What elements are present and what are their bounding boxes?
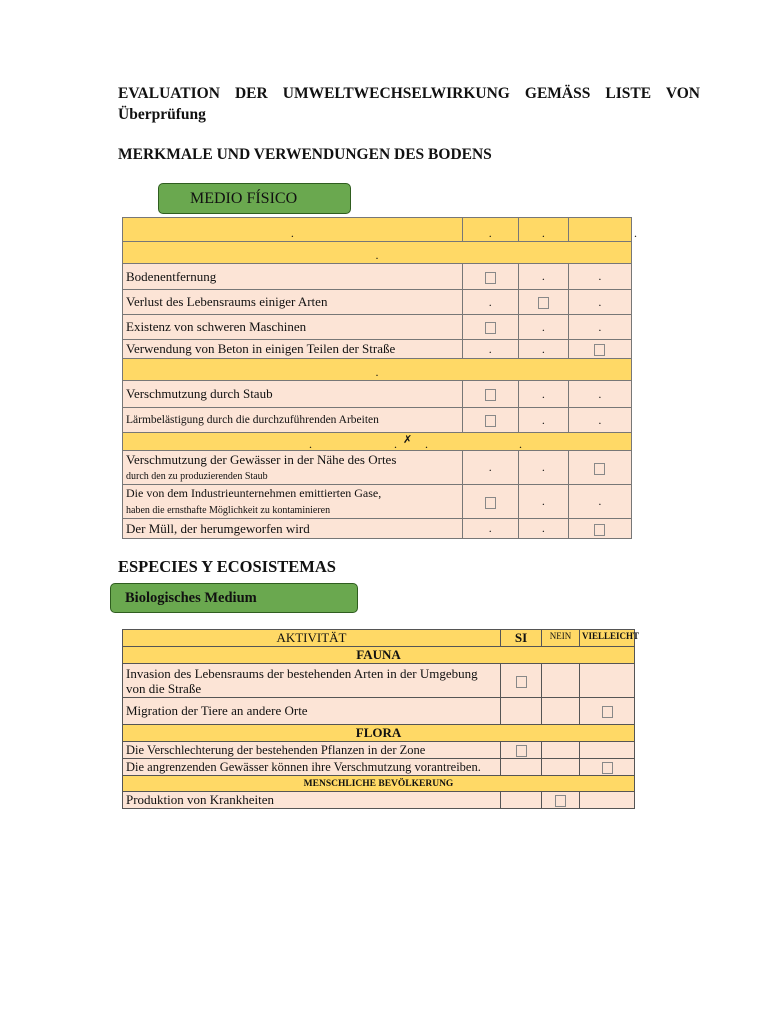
- table-header-row: [123, 630, 635, 647]
- checkbox-icon[interactable]: [485, 389, 496, 401]
- row-label: Verschmutzung der Gewässer in der Nähe des Ortes durch den zu produzierenden Staub: [123, 451, 463, 485]
- cell-dot: .: [462, 340, 518, 359]
- document-title: EVALUATION DER UMWELTWECHSELWIRKUNG GEMÄSS LISTE VON Überprüfung: [118, 85, 700, 123]
- cell-dot: .: [568, 264, 631, 290]
- table-header-row: [123, 218, 632, 242]
- column-header-nein: NEIN: [542, 630, 580, 647]
- checkbox-icon[interactable]: [485, 322, 496, 334]
- column-header-vielleicht: VIELLEICHT: [580, 630, 635, 647]
- checkbox-icon[interactable]: [485, 272, 496, 284]
- table-row: [123, 792, 635, 809]
- group-row: [123, 242, 632, 264]
- checkbox-icon[interactable]: [516, 745, 527, 757]
- group-row: [123, 359, 632, 381]
- table-row: [123, 451, 632, 485]
- group-dot: .: [394, 437, 397, 451]
- group-dot: .: [123, 242, 632, 264]
- section-heading-especies: ESPECIES Y ECOSISTEMAS: [118, 557, 336, 576]
- cell-dot: .: [518, 315, 568, 340]
- row-label: Die Verschlechterung der bestehenden Pflanzen in der Zone: [123, 742, 501, 759]
- row-label: Die angrenzenden Gewässer können ihre Verschmutzung vorantreiben.: [123, 759, 501, 776]
- table-row: [123, 408, 632, 433]
- row-label: Verschmutzung durch Staub: [123, 381, 463, 408]
- group-population: MENSCHLICHE BEVÖLKERUNG: [123, 776, 635, 792]
- group-row: [123, 433, 632, 451]
- group-row: [123, 725, 635, 742]
- checkbox-icon[interactable]: [602, 706, 613, 718]
- cross-icon: ✗: [403, 434, 413, 446]
- table-row: [123, 698, 635, 725]
- cell-dot: .: [568, 408, 631, 433]
- header-dot: .: [462, 218, 518, 242]
- section-label-biologisches-medium: Biologisches Medium: [110, 583, 358, 613]
- cell-dot: .: [568, 290, 631, 315]
- cell-dot: .: [518, 340, 568, 359]
- group-dot: .: [519, 437, 522, 451]
- section-label-medio-fisico: MEDIO FÍSICO: [158, 183, 351, 214]
- row-label: Der Müll, der herumgeworfen wird: [123, 519, 463, 539]
- checkbox-icon[interactable]: [538, 297, 549, 309]
- header-dot: .: [123, 218, 463, 242]
- cell-dot: .: [568, 315, 631, 340]
- cell-dot: .: [518, 408, 568, 433]
- row-label: Verwendung von Beton in einigen Teilen der Straße: [123, 340, 463, 359]
- cell-dot: .: [518, 485, 568, 519]
- column-header-activity: AKTIVITÄT: [123, 630, 501, 647]
- table-row: [123, 519, 632, 539]
- cell-dot: .: [568, 381, 631, 408]
- checkbox-icon[interactable]: [485, 415, 496, 427]
- group-dot: .: [309, 437, 312, 451]
- row-label: Migration der Tiere an andere Orte: [123, 698, 501, 725]
- group-flora: FLORA: [123, 725, 635, 742]
- table-row: [123, 264, 632, 290]
- row-label: Lärmbelästigung durch die durchzuführenden Arbeiten: [123, 408, 463, 433]
- row-label: Bodenentfernung: [123, 264, 463, 290]
- cell-dot: .: [462, 290, 518, 315]
- group-dot: .: [425, 437, 428, 451]
- table-row: [123, 315, 632, 340]
- header-dot: .: [568, 218, 631, 242]
- checkbox-icon[interactable]: [516, 676, 527, 688]
- cell-dot: .: [568, 485, 631, 519]
- table-row: [123, 485, 632, 519]
- header-dot: .: [518, 218, 568, 242]
- checkbox-icon[interactable]: [485, 497, 496, 509]
- biological-environment-table: [122, 629, 640, 809]
- group-row: [123, 647, 635, 664]
- checkbox-icon[interactable]: [594, 344, 605, 356]
- row-label: Verlust des Lebensraums einiger Arten: [123, 290, 463, 315]
- cell-dot: .: [462, 519, 518, 539]
- checkbox-icon[interactable]: [594, 524, 605, 536]
- table-row: [123, 742, 635, 759]
- checkbox-icon[interactable]: [555, 795, 566, 807]
- physical-environment-table: [122, 217, 637, 539]
- group-dot: .: [123, 359, 632, 381]
- cell-dot: .: [518, 381, 568, 408]
- row-label: Produktion von Krankheiten: [123, 792, 501, 809]
- row-label: Existenz von schweren Maschinen: [123, 315, 463, 340]
- checkbox-icon[interactable]: [602, 762, 613, 774]
- table-row: [123, 664, 635, 698]
- group-marks: [123, 433, 632, 451]
- table-row: [123, 381, 632, 408]
- checkbox-icon[interactable]: [594, 463, 605, 475]
- row-label: Invasion des Lebensraums der bestehenden Arten in der Umgebung von die Straße: [123, 664, 501, 698]
- cell-dot: .: [518, 264, 568, 290]
- document-subtitle: MERKMALE UND VERWENDUNGEN DES BODENS: [118, 146, 492, 163]
- row-label: Die von dem Industrieunternehmen emittierten Gase, haben die ernsthafte Möglichkeit zu kontaminieren: [123, 485, 463, 519]
- column-header-si: SI: [501, 630, 542, 647]
- cell-dot: .: [518, 451, 568, 485]
- table-row: [123, 290, 632, 315]
- table-row: [123, 759, 635, 776]
- group-row: [123, 776, 635, 792]
- group-fauna: FAUNA: [123, 647, 635, 664]
- cell-dot: .: [462, 451, 518, 485]
- table-row: [123, 340, 632, 359]
- cell-dot: .: [518, 519, 568, 539]
